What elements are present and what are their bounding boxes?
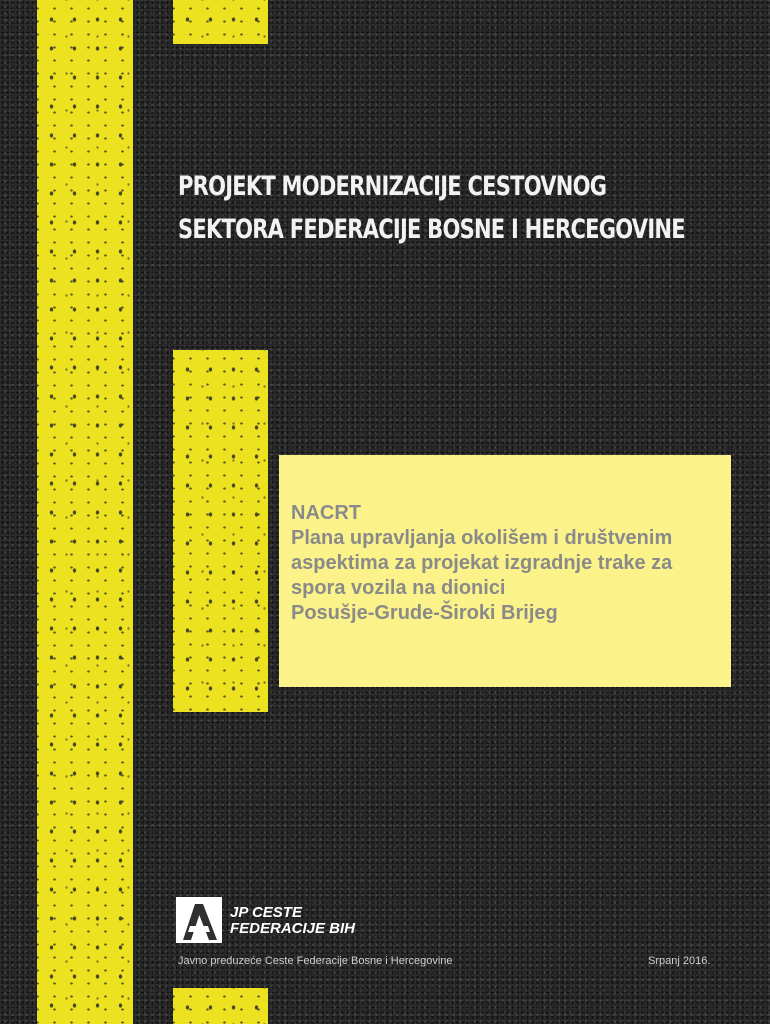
jp-ceste-logo-icon: [175, 896, 223, 944]
project-title: [178, 165, 685, 251]
logo-line-2: FEDERACIJE BIH: [230, 920, 356, 937]
document-title-line-1: Plana upravljanja okolišem i društvenim: [291, 527, 673, 549]
logo-line-1: JP CESTE: [230, 904, 302, 921]
road-marking-dash-bottom: [173, 988, 268, 1024]
draft-label: NACRT: [291, 502, 361, 524]
road-marking-dash-middle: [173, 350, 268, 712]
project-title-line-2: SEKTORA FEDERACIJE BOSNE I HERCEGOVINE: [178, 214, 685, 245]
road-marking-left: [37, 0, 133, 1024]
logo-wordmark: [230, 905, 355, 937]
road-marking-dash-top: [173, 0, 268, 44]
document-title-box: [279, 455, 731, 687]
project-title-line-1: PROJEKT MODERNIZACIJE CESTOVNOG: [178, 171, 607, 202]
document-title-line-2: aspektima za projekat izgradnje trake za: [291, 552, 673, 574]
publication-date: Srpanj 2016.: [648, 955, 711, 967]
document-title-line-4: Posušje-Grude-Široki Brijeg: [291, 602, 558, 624]
publisher-name: Javno preduzeće Ceste Federacije Bosne i Hercegovine: [178, 955, 453, 967]
document-title-line-3: spora vozila na dionici: [291, 577, 506, 599]
document-title: [291, 501, 731, 626]
